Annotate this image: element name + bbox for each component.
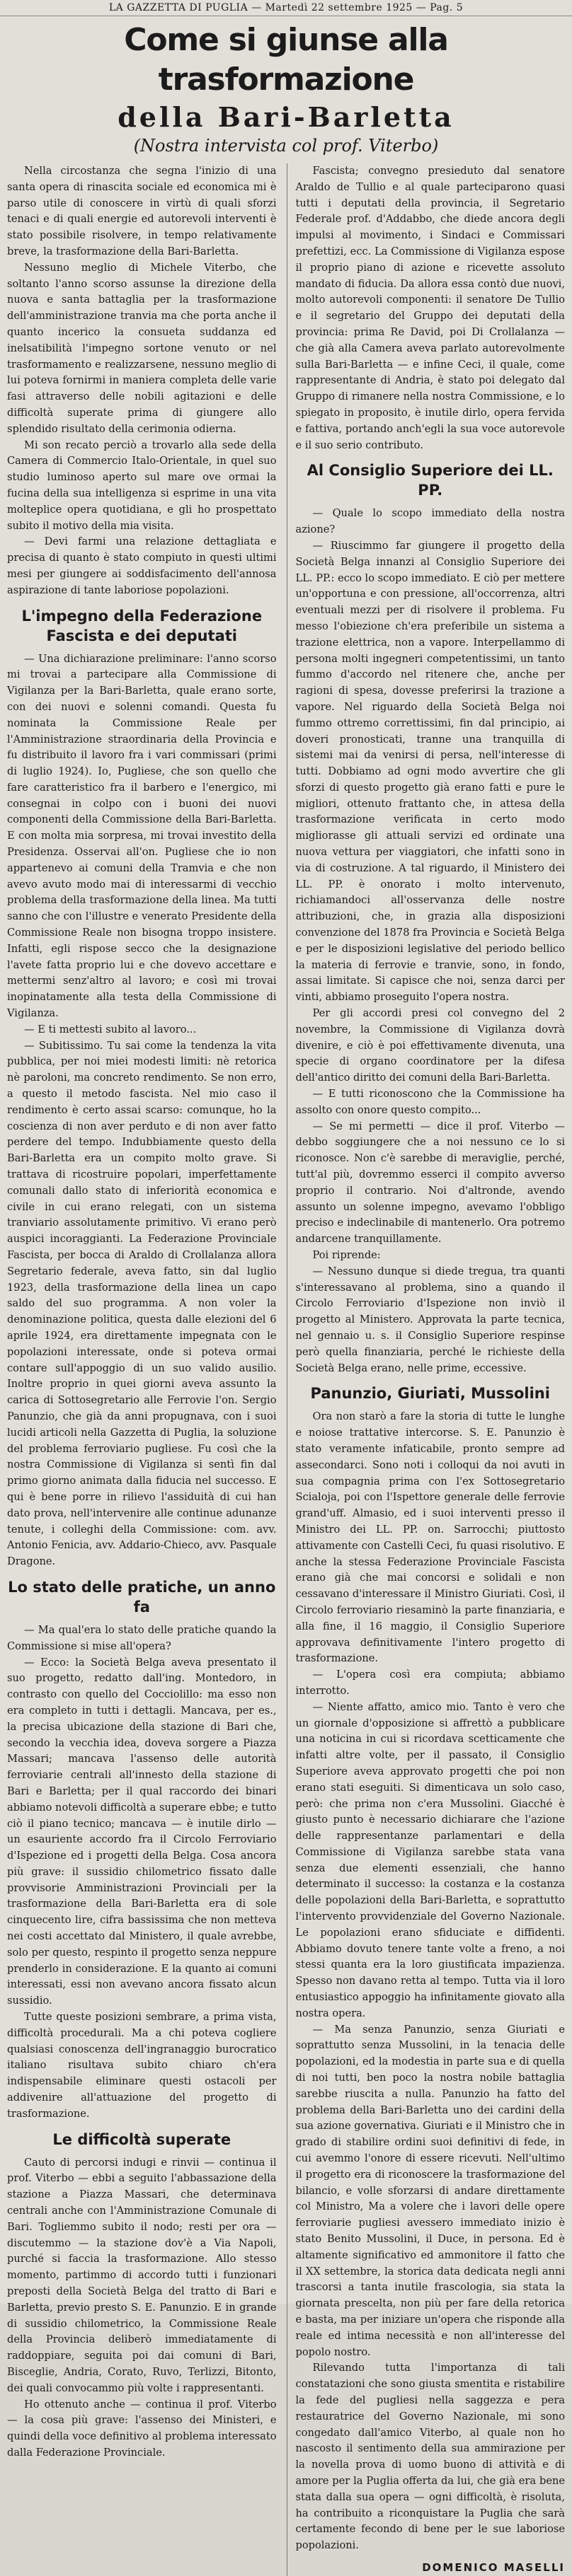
paragraph: Fascista; convegno presieduto dal senatore Araldo de Tullio e al quale parteciparono quasi tutti i deputati della provincia, il Segretario Federale prof. d'Addabbo, che diede ancora degli impulsi al movimento, i Sindaci e Commissari prefettizi, ecc. La Commissione di Vigilanza espose il proprio piano di azione e ricevette assoluto mandato di fiducia. Da allora essa contò due nuovi, molto autorevoli componenti: il senatore De Tullio e il segretario del Gruppo dei deputati della provincia: prima Re David, poi Di Crollalanza — che già alla Camera aveva parlato autorevolmente sulla Bari-Barletta — e infine Ceci, il quale, come rappresentante di Andria, è stato poi delegato dal Gruppo di rimanere nella nostra Commissione, e lo spiegato in proposito, è inutile dirlo, opera fervida e fattiva, portando anch'egli la sua voce autorevole e il suo serio contributo. [295, 165, 565, 451]
paragraph: Mi son recato perciò a trovarlo alla sede della Camera di Commercio Italo-Orientale, in quel suo studio luminoso aperto sul mare ove ormai la fucina della sua intelligenza si esprime in una vita molteplice opera quotidiana, e gli ho prospettato subito il motivo della mia visita. [7, 439, 277, 532]
subhead: della Bari-Barletta [118, 101, 454, 133]
paragraph: — Una dichiarazione preliminare: l'anno scorso mi trovai a partecipare alla Commissione di Vigilanza per la Bari-Barletta, quale erano sorte, con dei nuovi e solenni comandi. Questa fu nominata la Commissione Reale per l'Amministrazione straordinaria della Provincia e fu distribuito il lavoro fra i vari commissari (primi di luglio 1924). Io, Pugliese, che son quello che fare caratteristico fra il barbero e l'energico, mi consegnai in colpo con i buoni dei nuovi componenti della Commissione della Bari-Barletta. E con molta mia sorpresa, mi trovai investito della Presidenza. Osservai all'on. Pugliese che io non appartenevo ai comuni della Tramvia e che non avevo avuto modo mai di interessarmi di vecchio problema della trasformazione della linea. Ma tutti sanno che con l'illustre e venerato Presidente della Commissione Reale non bisogna troppo insistere. Infatti, egli rispose secco che la designazione l'avete fatta proprio lui e che dovevo accettare e mettermi senz'altro al lavoro; e così mi trovai inopinatamente alla testa della Commissione di Vigilanza. [7, 652, 277, 1020]
column-left [7, 163, 277, 2576]
paragraph: — Ma senza Panunzio, senza Giuriati e soprattutto senza Mussolini, in la tenacia delle popolazioni, ed la modestia in parte sua e di quella di noi tutti, ben poco la nostra nobile battaglia sarebbe riuscita a nulla. Panunzio ha fatto del problema della Bari-Barletta uno dei cardini della sua azione governativa. Giuriati e il Ministro che in grado di stabilire ordini suoi definitivi di fede, in cui avemmo l'onore di essere ricevuti. Nell'ultimo il progetto era di riconoscere la trasformazione del bilancio, e volle sforzarsi di andare direttamente col Ministro, Ma a volere che i lavori delle opere ferroviarie pugliesi avessero immediato inizio è stato Benito Mussolini, il Duce, in persona. Ed è altamente significativo ed ammonitore il fatto che il XX settembre, la storica data dedicata negli anni trascorsi a tanta inutile frascologia, sia stata la giornata prescelta, non più per fare della retorica e basta, ma per iniziare un'opera che risponde alla reale ed intima necessità e non all'interesse del popolo nostro. [295, 2023, 565, 2358]
paragraph: Nessuno meglio di Michele Viterbo, che soltanto l'anno scorso assunse la direzione della nuova e santa battaglia per la trasformazione dell'amministrazione tranvia ma che porta anche il quanto incerico la consueta suddanza ed inelsatibilità l'impegno sortone venuto or nel trasformamento e realizzarsene, nessuno meglio di lui poteva fornirmi in maniera completa delle varie fasi attraverso delle nobili agitazioni e delle difficoltà superate prima di giungere allo splendido risultato della cerimonia odierna. [7, 261, 277, 435]
paragraph: — Quale lo scopo immediato della nostra azione? [295, 507, 565, 536]
paragraph: — Niente affatto, amico mio. Tanto è vero che un giornale d'opposizione si affrettò a pubblicare una noticina in cui si ricordava scetticamente che infatti altre volte, per il passato, il Consiglio Superiore aveva approvato progetti che poi non erano stati eseguiti. Si dimenticava un solo caso, però: che prima non c'era Mussolini. Giacché è giusto punto è necessario dichiarare che l'azione delle rappresentanze parlamentari e della Commissione di Vigilanza sarebbe stata vana senza due elementi essenziali, che hanno determinato il successo: la costanza e la costanza delle popolazioni della Bari-Barletta, e soprattutto l'intervento provvidenziale del Governo Nazionale. Le popolazioni erano sfiduciate e diffidenti. Abbiamo dovuto tenere tante volte a freno, a noi stessi quanta era la loro giustificata impazienza. Spesso non davano retta al tempo. Tutta via il loro entusiastico appoggio ha infinitamente giovato alla nostra opera. [295, 1700, 565, 2019]
article-columns [0, 163, 572, 2576]
running-head: LA GAZZETTA DI PUGLIA — Martedì 22 settembre 1925 — Pag. 5 [0, 0, 572, 16]
section-heading: Panunzio, Giuriati, Mussolini [310, 1385, 550, 1403]
paragraph: Per gli accordi presi col convegno del 2 novembre, la Commissione di Vigilanza dovrà divenire, e ciò è poi effettivamente divenuta, una specie di organo coordinatore per la difesa dell'antico diritto dei comuni della Bari-Barletta. [295, 1007, 565, 1084]
section-heading: Al Consiglio Superiore dei LL. PP. [307, 462, 554, 499]
paragraph: — Riuscimmo far giungere il progetto della Società Belga innanzi al Consiglio Superiore dei LL. PP.: ecco lo scopo immediato. E ciò per mettere un'opportuna e con pressione, all'occorrenza, altri eventuali mezzi per di risolvere il problema. Fu messo l'obiezione ch'era preferibile un sistema a trazione elettrica, non a vapore. Interpellammo di persona molti ingegneri competentissimi, un tanto fummo d'accordo nel ritenere che, anche per ragioni di spesa, dovesse preferirsi la trazione a vapore. Nel riguardo della Società Belga noi fummo ottremo correttissimi, fin dal principio, ai doveri pronosticati, tranne una tranquilla di sistemi mai da venirsi di persa, nell'interesse di tutti. Dobbiamo ad ogni modo avvertire che gli sforzi di questo progetto già erano fatti e pure le migliori, ottenuto frattanto che, in attesa della trasformazione verificata in certo modo migliorasse gli attuali servizi ed ordinate una nuova vettura per viaggiatori, che infatti sono in via di costruzione. A tal riguardo, il Ministero dei LL. PP. è onorato i molto intervenuto, richiamandoci all'osservanza delle nostre attribuzioni, che, in grazia alla disposizioni convenzione del 1878 fra Provincia e Società Belga e per le disposizioni legislative del periodo bellico la materia di ferrovie e tranvie, sono, in fondo, assai limitate. Si capisce che noi, senza darci per vinti, abbiamo proseguito l'opera nostra. [295, 539, 565, 1004]
author-signature: DOMENICO MASELLI [422, 2560, 565, 2574]
paragraph: — Devi farmi una relazione dettagliata e precisa di quanto è stato compiuto in questi ultimi mesi per giungere ai soddisfacimento dell'annosa aspirazione di tante laboriose popolazioni. [7, 535, 277, 596]
paragraph: — Nessuno dunque si diede tregua, tra quanti s'interessavano al problema, sino a quando il Circolo Ferroviario d'Ispezione non inviò il progetto al Ministero. Approvata la parte tecnica, nel gennaio u. s. il Consiglio Superiore respinse però quella finanziaria, perché le richieste della Società Belga erano, nelle prime, eccessive. [295, 1265, 565, 1374]
paragraph: — E ti mettesti subito al lavoro... [24, 1023, 197, 1035]
paragraph: — Ecco: la Società Belga aveva presentato il suo progetto, redatto dall'ing. Montedoro, in contrasto con quello del Cocciolillo: ma esso non era completo in tutti i dettagli. Mancava, per es., la precisa ubicazione della stazione di Bari che, secondo la vecchia idea, doveva sorgere a Piazza Massari; mancava l'assenso delle autorità ferroviarie centrali all'innesto della stazione di Bari e Barletta; per il qual raccordo dei binari abbiamo notevoli difficoltà a superare ebbe; e tutto ciò il piano tecnico; mancava — è inutile dirlo — un esauriente accordo fra il Circolo Ferroviario d'Ispezione ed i progetti della Belga. Cosa ancora più grave: il sussidio chilometrico fissato dalle provvisorie Amministrazioni Provinciali per la trasformazione della Bari-Barletta era di sole cinquecento lire, cifra bassissima che non metteva nei costi accettato dal Ministero, il quale avrebbe, solo per questo, respinto il progetto senza neppure prenderlo in considerazione. E la quanto ai comuni interessati, essi non avevano ancora fissato alcun sussidio. [7, 1656, 277, 2007]
column-right [287, 163, 566, 2576]
headline: Come si giunse alla trasformazione [124, 22, 448, 98]
section-heading: Le difficoltà superate [52, 2130, 231, 2148]
paragraph: Tutte queste posizioni sembrare, a prima vista, difficoltà procedurali. Ma a chi poteva cogliere qualsiasi conoscenza dell'ingranaggio burocratico italiano risultava subito chiaro ch'era indispensabile eliminare questi ostacoli per addivenire all'attuazione del progetto di trasformazione. [7, 2011, 277, 2120]
paragraph: — E tutti riconoscono che la Commissione ha assolto con onore questo compito... [295, 1088, 565, 1116]
dek: (Nostra intervista col prof. Viterbo) [133, 136, 439, 156]
section-heading: Lo stato delle pratiche, un anno fa [8, 1578, 276, 1615]
paragraph: Cauto di percorsi indugi e rinvii — continua il prof. Viterbo — ebbi a seguito l'abbassazione della stazione a Piazza Massari, che determinava centrali anche con l'Amministrazione Comunale di Bari. Togliemmo subito il nodo; resti per ora — discutemmo — la stazione dov'è a Via Napoli, purché si faccia la trasformazione. Allo stesso momento, partimmo di accordo tutti i funzionari preposti della Società Belga del tratto di Bari e Barletta, previo presto S. E. Panunzio. E in grande di sussidio chilometrico, la Commissione Reale della Provincia deliberò immediatamente di raddoppiare, seguita poi dai comuni di Bari, Bisceglie, Andria, Corato, Ruvo, Terlizzi, Bitonto, dei quali convocammo più volte i rappresentanti. [7, 2156, 277, 2394]
paragraph: Poi riprende: [312, 1249, 381, 1261]
paragraph: — Ma qual'era lo stato delle pratiche quando la Commissione si mise all'opera? [7, 1623, 277, 1652]
paragraph: Ho ottenuto anche — continua il prof. Viterbo — la cosa più grave: l'assenso dei Ministeri, e quindi della voce definitivo al problema interessato dalla Federazione Provinciale. [7, 2398, 277, 2459]
paragraph: — Subitissimo. Tu sai come la tendenza la vita pubblica, per noi miei modesti limiti: nè retorica nè paroloni, ma concreto rendimento. Se non erro, a questo il metodo fascista. Nel mio caso il rendimento è certo assai scarso: comunque, ho la coscienza di non aver perduto e di non aver fatto perdere del tempo. Indubbiamente questo della Bari-Barletta era un compito molto grave. Si trattava di ricostruire popolari, imperfettamente comunali dallo stato di inferiorità economica e civile in cui erano relegati, con un sistema tranviario assolutamente primitivo. Vi erano però auspici incoraggianti. La Federazione Provinciale Fascista, per bocca di Araldo di Crollalanza allora Segretario federale, aveva fatto, sin dal luglio 1923, della trasformazione della linea un capo saldo del suo programma. A non voler la denominazione politica, questa dalle elezioni del 6 aprile 1924, era direttamente impegnata con le popolazioni interessate, onde si poteva ormai contare sull'appoggio di un suo valido ausilio. Inoltre proprio in quei giorni aveva assunto la carica di Sottosegretario alle Ferrovie l'on. Sergio Panunzio, che già da anni propugnava, con i suoi lucidi articoli nella Gazzetta di Puglia, la soluzione del problema ferroviario pugliese. Fu così che la nostra Commissione di Vigilanza si sentì fin dal primo giorno animata dalla fiducia nel successo. E qui è bene porre in rilievo l'assiduità di cui han dato prova, nell'intervenire alle continue adunanze tenute, i colleghi della Commissione: com. avv. Antonio Fenicia, avv. Addario-Chieco, avv. Pasquale Dragone. [7, 1039, 277, 1568]
paragraph: — L'opera così era compiuta; abbiamo interrotto. [295, 1669, 565, 1697]
paragraph: Ora non starò a fare la storia di tutte le lunghe e noiose trattative intercorse. S. E. Panunzio è stato veramente infaticabile, pronto sempre ad assecondarci. Sono noti i colloqui da noi avuti in sua compagnia prima con l'ex Sottosegretario Scialoja, poi con l'Ispettore generale delle ferrovie grand'uff. Almasio, ed i suoi interventi presso il Ministro dei LL. PP. on. Sarrocchi; piuttosto attivamente con Castelli Ceci, fu quasi risolutivo. E anche la stessa Federazione Provinciale Fascista erano già che mai concorsi e solidali e non cessavano d'interessare il Ministro Giuriati. Così, il Circolo ferroviario riesaminò la parte finanziaria, e alla fine, il 16 maggio, il Consiglio Superiore approvava definitivamente l'intero progetto di trasformazione. [295, 1410, 565, 1665]
paragraph: Nella circostanza che segna l'inizio di una santa opera di rinascita sociale ed economica mi è parso utile di conoscere in virtù di quali sforzi tenaci e di quali energie ed autorevoli interventi è stato possibile risolvere, in tempo relativamente breve, la trasformazione della Bari-Barletta. [7, 165, 277, 257]
section-heading: L'impegno della Federazione Fascista e dei deputati [21, 607, 263, 644]
paragraph: — Se mi permetti — dice il prof. Viterbo — debbo soggiungere che a noi nessuno ce lo si riconosce. Non c'è sarebbe di meraviglie, perché, tutt'al più, dovremmo esserci il compito avverso proprio il contrario. Noi d'altronde, avendo assunto un solenne impegno, avevamo l'obbligo preciso e indeclinabile di mantenerlo. Ora potremo andarcene tranquillamente. [295, 1120, 565, 1246]
paragraph: Rilevando tutta l'importanza di tali constatazioni che sono giusta smentita e ristabilire la fede del pugliesi nella saggezza e pera restauratrice del Governo Nazionale, mi sono congedato dall'amico Viterbo, al quale non ho nascosto il sentimento della sua ammirazione per la novella prova di uomo buono di attività e di amore per la Puglia offerta da lui, che già era bene stata dalla sua opera — ogni difficoltà, è risoluta, ha contribuito a riconquistare la Puglia che sarà certamente fecondo di bene per le sue laboriose popolazioni. [295, 2362, 565, 2552]
